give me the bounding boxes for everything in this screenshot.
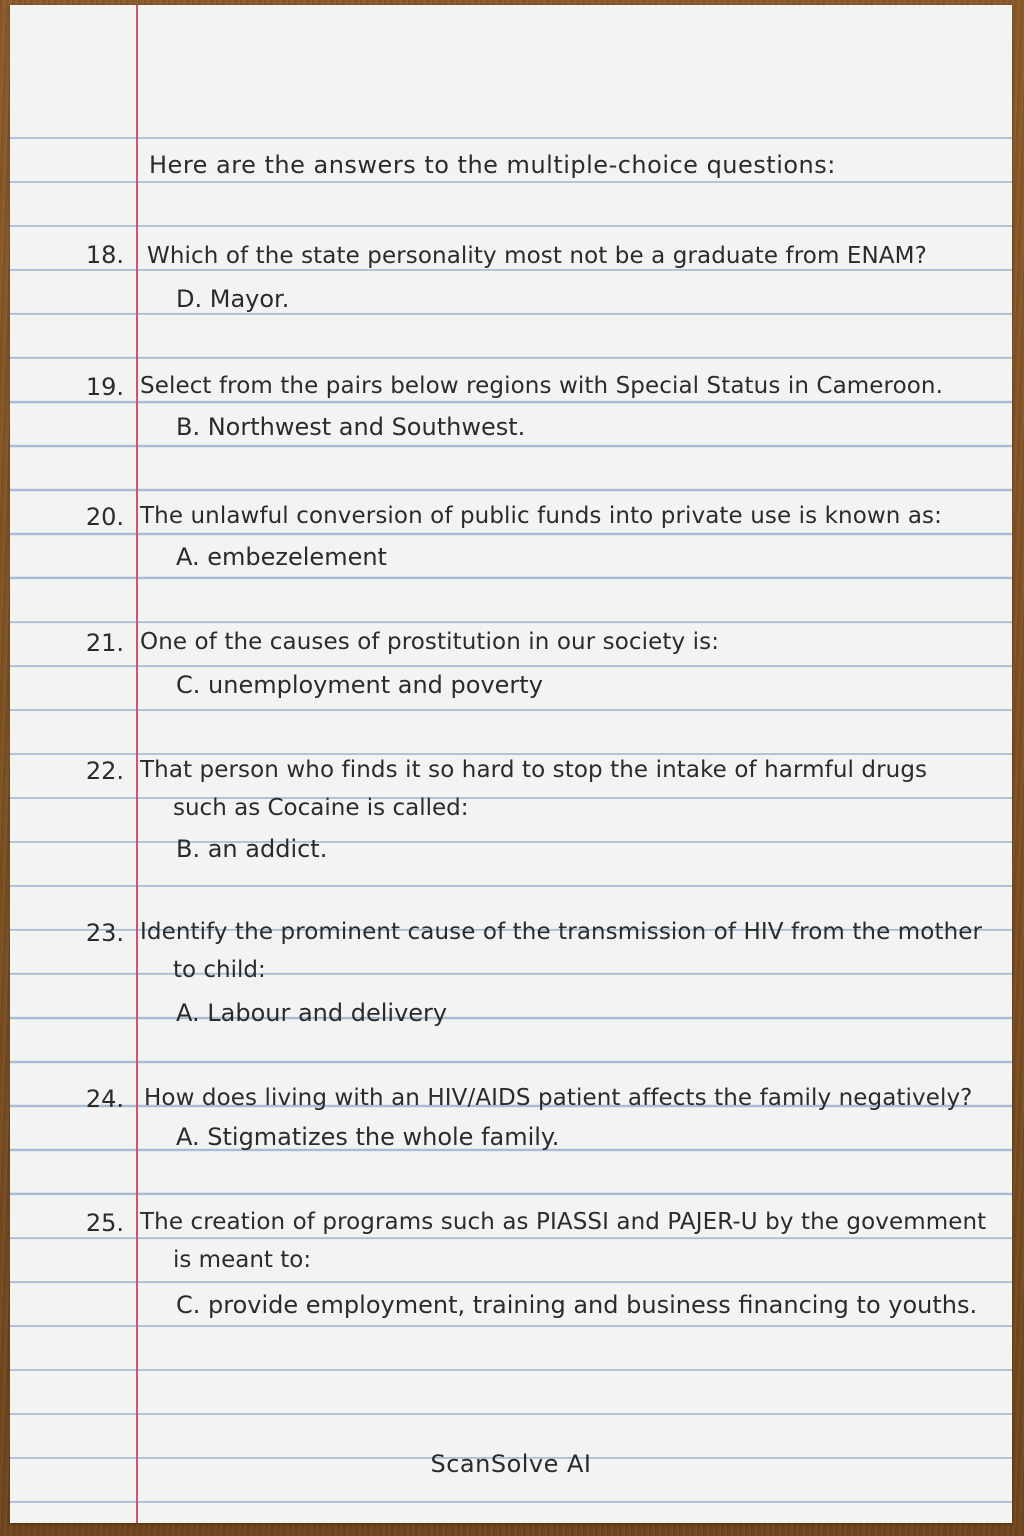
question-text: One of the causes of prostitution in our society is: (140, 629, 720, 655)
answer-text: B. Northwest and Southwest. (176, 413, 526, 441)
answer-text: C. unemployment and poverty (176, 671, 543, 699)
question-number: 19. (85, 373, 124, 401)
question-text: Which of the state personality most not be a graduate from ENAM? (147, 243, 927, 269)
question-text-continued: is meant to: (173, 1247, 312, 1273)
question-text: Select from the pairs below regions with Special Status in Cameroon. (140, 373, 944, 399)
question-number: 22. (85, 757, 124, 785)
notebook-paper (10, 5, 1012, 1523)
answer-text: D. Mayor. (176, 285, 290, 313)
question-number: 23. (85, 919, 124, 947)
answer-text: A. Labour and delivery (176, 999, 448, 1027)
question-text: How does living with an HIV/AIDS patient affects the family negatively? (144, 1085, 973, 1111)
margin-line (136, 5, 138, 1523)
question-number: 18. (85, 241, 124, 269)
question-text: Identify the prominent cause of the transmission of HIV from the mother (140, 919, 983, 945)
question-text: The unlawful conversion of public funds into private use is known as: (140, 503, 942, 529)
intro-text: Here are the answers to the multiple-choice questions: (149, 151, 836, 179)
question-number: 20. (85, 503, 124, 531)
question-text: The creation of programs such as PIASSI and PAJER-U by the govemment (140, 1209, 987, 1235)
question-text-continued: such as Cocaine is called: (173, 795, 469, 821)
answer-text: A. Stigmatizes the whole family. (176, 1123, 560, 1151)
answer-text: A. embezelement (176, 543, 387, 571)
footer-brand: ScanSolve AI (430, 1450, 592, 1478)
answer-text: B. an addict. (176, 835, 328, 863)
question-number: 25. (85, 1209, 124, 1237)
question-text-continued: to child: (173, 957, 266, 983)
answer-text: C. provide employment, training and business financing to youths. (176, 1291, 978, 1319)
question-text: That person who finds it so hard to stop the intake of harmful drugs (140, 757, 928, 783)
question-number: 24. (85, 1085, 124, 1113)
question-number: 21. (85, 629, 124, 657)
